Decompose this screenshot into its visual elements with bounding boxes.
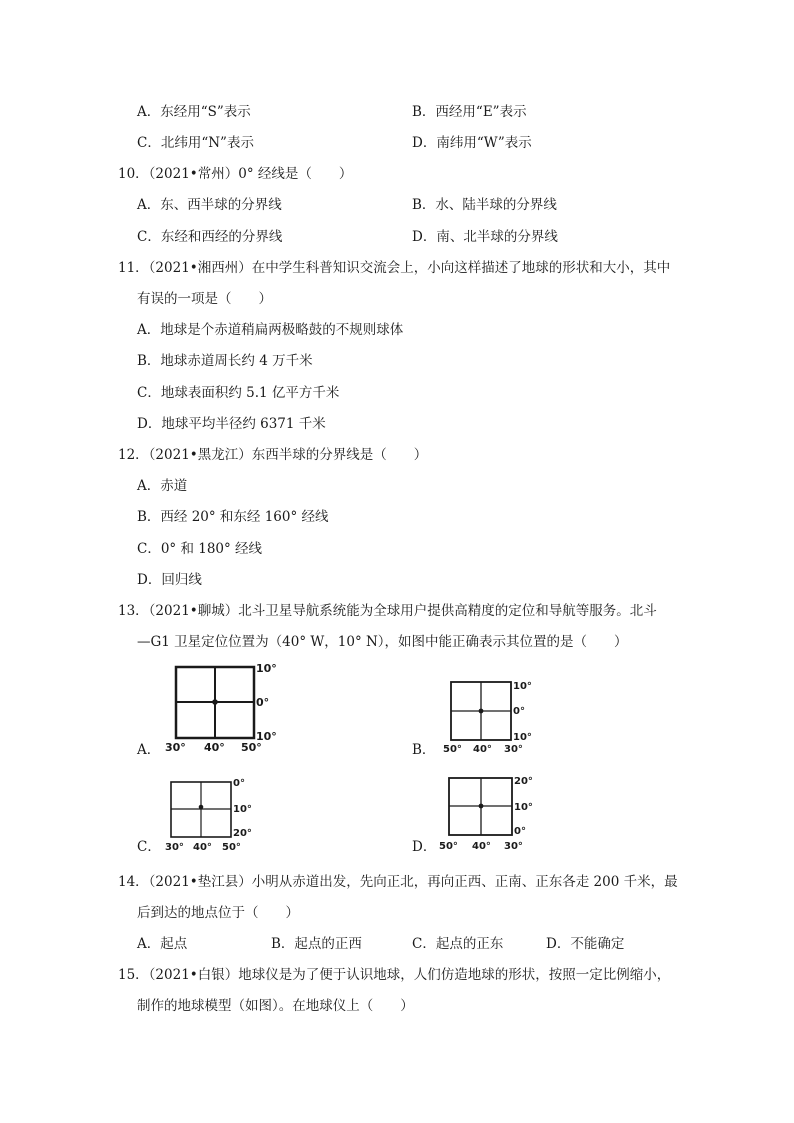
q15-stem-line1: 15．（2021•白银）地球仪是为了便于认识地球，人们仿造地球的形状，按照一定比例缩小， bbox=[118, 967, 671, 983]
lat-label-middle: 10° bbox=[233, 804, 252, 815]
location-point bbox=[479, 709, 484, 714]
lat-label-bottom: 0° bbox=[514, 826, 526, 837]
lat-label-bottom: 10° bbox=[513, 732, 532, 743]
q9-option-c: C．北纬用“N”表示 bbox=[137, 135, 254, 151]
lat-label-top: 10° bbox=[256, 662, 277, 675]
lon-label-middle: 40° bbox=[472, 841, 491, 852]
q10-option-b: B．水、陆半球的分界线 bbox=[412, 197, 557, 213]
q10-option-c: C．东经和西经的分界线 bbox=[137, 229, 283, 245]
q14-stem-line2: 后到达的地点位于（ ） bbox=[137, 905, 299, 921]
q14-stem-line1: 14．（2021•垫江县）小明从赤道出发，先向正北，再向正西、正南、正东各走 200 千米，最 bbox=[118, 874, 678, 890]
q13-stem-line1: 13．（2021•聊城）北斗卫星导航系统能为全球用户提供高精度的定位和导航等服务。北斗 bbox=[118, 603, 657, 619]
q11-option-d: D．地球平均半径约 6371 千米 bbox=[137, 416, 326, 432]
q10-option-d: D．南、北半球的分界线 bbox=[412, 229, 558, 245]
lat-label-top: 10° bbox=[513, 681, 532, 692]
lat-label-bottom: 10° bbox=[256, 730, 277, 743]
q14-option-d: D．不能确定 bbox=[546, 936, 625, 952]
q14-option-c: C．起点的正东 bbox=[412, 936, 504, 952]
q14-option-b: B．起点的正西 bbox=[271, 936, 362, 952]
lon-label-middle: 40° bbox=[473, 744, 492, 755]
lon-label-right: 50° bbox=[222, 842, 241, 853]
q10-option-a: A．东、西半球的分界线 bbox=[137, 197, 282, 213]
q11-option-c: C．地球表面积约 5.1 亿平方千米 bbox=[137, 385, 340, 401]
lon-label-right: 30° bbox=[504, 841, 523, 852]
q11-stem-line2: 有误的一项是（ ） bbox=[137, 291, 272, 307]
lon-label-left: 50° bbox=[443, 744, 462, 755]
lon-label-left: 50° bbox=[439, 841, 458, 852]
lon-label-right: 50° bbox=[241, 741, 262, 754]
q13-figure-c bbox=[160, 774, 260, 854]
q10-stem: 10．（2021•常州）0° 经线是（ ） bbox=[118, 166, 353, 182]
q13-figure-d-label: D． bbox=[412, 839, 437, 855]
q11-option-a: A．地球是个赤道稍扁两极略鼓的不规则球体 bbox=[137, 322, 404, 338]
lat-label-middle: 0° bbox=[256, 696, 270, 709]
lat-label-middle: 10° bbox=[514, 802, 533, 813]
q11-option-b: B．地球赤道周长约 4 万千米 bbox=[137, 353, 313, 369]
q12-option-b: B．西经 20° 和东经 160° 经线 bbox=[137, 509, 329, 525]
q13-figure-a-label: A． bbox=[137, 742, 161, 758]
q13-figure-b bbox=[440, 676, 540, 756]
location-point bbox=[199, 805, 204, 810]
q13-figure-a bbox=[160, 660, 277, 755]
lat-label-top: 0° bbox=[233, 778, 245, 789]
lat-label-middle: 0° bbox=[513, 706, 525, 717]
lon-label-left: 30° bbox=[165, 842, 184, 853]
lon-label-left: 30° bbox=[165, 741, 186, 754]
location-point bbox=[479, 804, 484, 809]
q9-option-b: B．西经用“E”表示 bbox=[412, 104, 527, 120]
q13-figure-d bbox=[436, 772, 541, 854]
q15-stem-line2: 制作的地球模型（如图）。在地球仪上（ ） bbox=[137, 998, 414, 1014]
lat-label-top: 20° bbox=[514, 776, 533, 787]
q9-option-a: A．东经用“S”表示 bbox=[137, 104, 251, 120]
q13-figure-b-label: B． bbox=[412, 742, 436, 758]
lon-label-middle: 40° bbox=[193, 842, 212, 853]
q14-option-a: A．起点 bbox=[137, 936, 188, 952]
q13-figure-c-label: C． bbox=[137, 839, 161, 855]
q11-stem-line1: 11．（2021•湘西州）在中学生科普知识交流会上，小向这样描述了地球的形状和大小，其中 bbox=[118, 260, 671, 276]
lon-label-middle: 40° bbox=[204, 741, 225, 754]
q13-stem-line2: —G1 卫星定位位置为（40° W，10° N），如图中能正确表示其位置的是（ ） bbox=[137, 634, 628, 650]
lat-label-bottom: 20° bbox=[233, 828, 252, 839]
q12-option-c: C．0° 和 180° 经线 bbox=[137, 541, 263, 557]
q12-option-a: A．赤道 bbox=[137, 478, 188, 494]
lon-label-right: 30° bbox=[504, 744, 523, 755]
q9-option-d: D．南纬用“W”表示 bbox=[412, 135, 532, 151]
q12-stem: 12．（2021•黑龙江）东西半球的分界线是（ ） bbox=[118, 447, 428, 463]
q12-option-d: D．回归线 bbox=[137, 572, 202, 588]
location-point bbox=[212, 699, 218, 705]
